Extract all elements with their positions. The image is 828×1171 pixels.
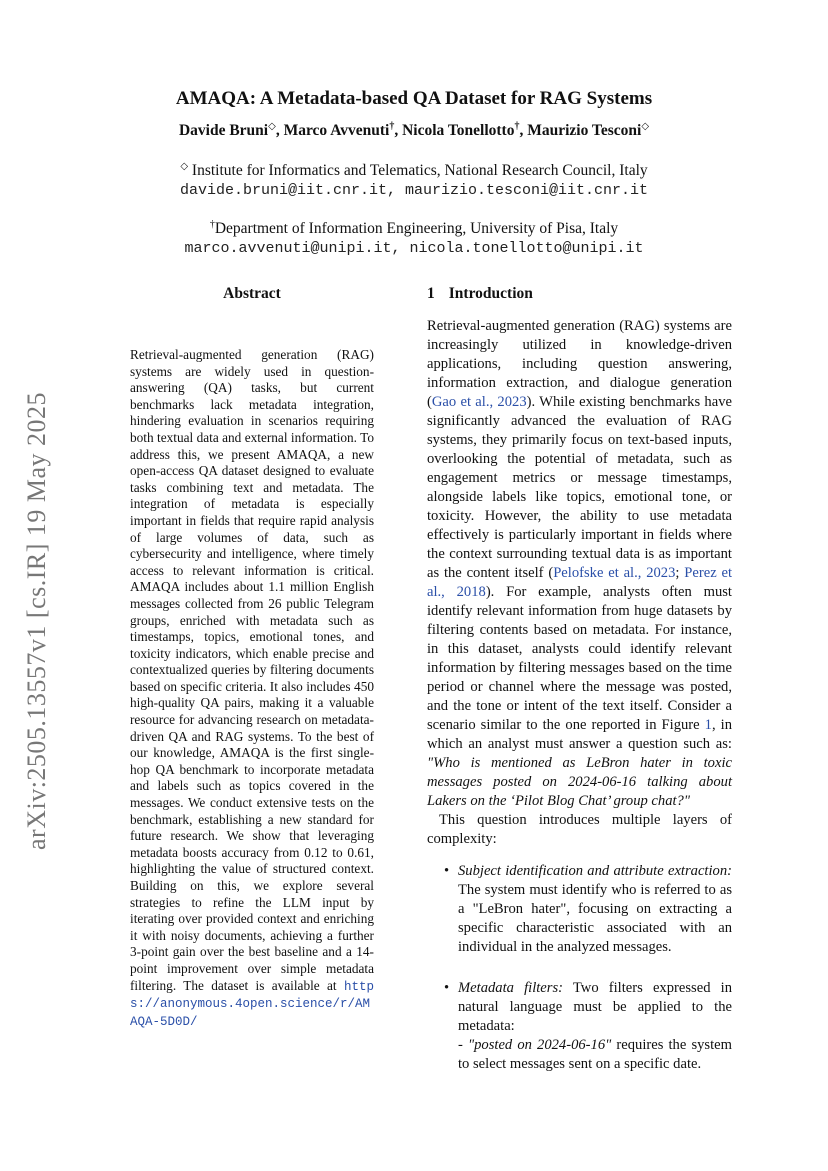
affiliation-emails: marco.avvenuti@unipi.it, nicola.tonellotto@unipi.it	[184, 240, 644, 257]
author-name: Marco Avvenuti	[283, 122, 390, 139]
complexity-list	[444, 862, 732, 1096]
example-question: "Who is mentioned as LeBron hater in toxic messages posted on 2024-06-16 talking about Lakers on the ‘Pilot Blog Chat’ group chat?"	[427, 755, 732, 809]
list-subitem: - "posted on 2024-06-16" requires the system to select messages sent on a specific date.	[458, 1037, 732, 1072]
author-name: Maurizio Tesconi	[527, 122, 642, 139]
figure-reference-link[interactable]: 1	[704, 717, 712, 733]
affiliation-text: Department of Information Engineering, University of Pisa, Italy	[214, 220, 619, 237]
affiliation-unipi	[0, 220, 828, 257]
abstract-heading: Abstract	[223, 285, 281, 302]
dataset-link[interactable]: https://anonymous.4open.science/r/AMAQA-5D0D/	[130, 979, 374, 1029]
list-subitem-emphasis: "posted on 2024-06-16"	[467, 1037, 612, 1053]
section-heading-introduction	[427, 285, 533, 303]
list-item	[444, 862, 732, 957]
section-title: Introduction	[448, 285, 533, 302]
author-mark: ◇	[641, 120, 650, 132]
intro-paragraph: This question introduces multiple layers of complexity:	[427, 812, 732, 847]
list-subitem-text: requires the system to select messages sent on a specific date.	[458, 1037, 732, 1072]
author-mark: ◇	[268, 120, 276, 132]
intro-text: Retrieval-augmented generation (RAG) systems are increasingly utilized in knowledge-driven applications, including question answering, information extraction, and dialogue generation (	[427, 318, 732, 410]
bullet-icon: •	[444, 980, 450, 996]
author-mark: †	[514, 120, 520, 132]
affiliation-text: Institute for Informatics and Telematics, National Research Council, Italy	[188, 162, 648, 179]
affiliation-mark: ◇	[180, 160, 189, 172]
list-item	[444, 979, 732, 1074]
citation-separator: ;	[675, 565, 685, 581]
intro-text: , in which an analyst must answer a question such as:	[427, 717, 732, 752]
intro-text: ). For example, analysts often must identify relevant information from huge datasets by filtering contents based on metadata. For instance, in this dataset, analysts could identify relevant information by filtering messages based on the time period or channel where the message was posted, and the tone or intent of the text itself. Consider a scenario similar to the one reported in Figure	[427, 584, 732, 733]
abstract-text: Retrieval-augmented generation (RAG) systems are widely used in question-answering (QA) tasks, but current benchmarks lack metadata integration, hindering evaluation in scenarios requiring both textual data and external information. To address this, we present AMAQA, a new open-access QA dataset designed to evaluate tasks combining text and metadata. The integration of metadata is especially important in fields that require rapid analysis of large volumes of data, such as cybersecurity and intelligence, where timely access to relevant information is critical. AMAQA includes about 1.1 million English messages collected from 26 public Telegram groups, enriched with metadata such as timestamps, topics, emotional tones, and toxicity indicators, which enable precise and contextualized queries by filtering documents based on specific criteria. It also includes 450 high-quality QA pairs, making it a valuable resource for advancing research on metadata-driven QA and RAG systems. To the best of our knowledge, AMAQA is the first single-hop QA benchmark to incorporate metadata and labels such as topics covered in the messages. We conduct extensive tests on the benchmark, establishing a new standard for future research. We show that leveraging metadata boosts accuracy from 0.12 to 0.61, highlighting the value of structured context. Building on this, we explore several strategies to refine the LLM input by iterating over provided context and enriching it with noisy documents, achieving a further 3-point gain over the best baseline and a 14-point improvement over simple metadata filtering. The dataset is available at	[130, 347, 374, 993]
list-item-text: The system must identify who is referred to as a "LeBron hater", focusing on extracting a specific characteristic associated with an individual in the analyzed messages.	[458, 882, 732, 955]
abstract-body	[130, 347, 374, 1030]
citation-link[interactable]: Pelofske et al., 2023	[553, 565, 676, 581]
citation-link[interactable]: Gao et al., 2023	[431, 394, 527, 410]
affiliation-cnr	[0, 162, 828, 199]
intro-text: ). While existing benchmarks have significantly advanced the evaluation of RAG systems, they primarily focus on text-based inputs, overlooking the potential of metadata, such as engagement metrics or message timestamps, alongside labels like topics, emotional tone, or toxicity. However, the ability to use metadata effectively is particularly important in fields where the context surrounding textual data is as important as the content itself (	[427, 394, 732, 581]
introduction-body	[427, 317, 732, 849]
citation-link[interactable]: Perez et al., 2018	[427, 565, 733, 600]
bullet-icon: •	[444, 863, 450, 879]
author-list: Davide Bruni◇, Marco Avvenuti†, Nicola Tonellotto†, Maurizio Tesconi◇	[178, 120, 650, 139]
author-name: Nicola Tonellotto	[402, 122, 515, 139]
list-item-label: Subject identification and attribute extraction:	[458, 863, 732, 879]
author-name: Davide Bruni	[178, 122, 269, 139]
list-item-label: Metadata filters:	[458, 980, 563, 996]
arxiv-side-stamp: arXiv:2505.13557v1 [cs.IR] 19 May 2025	[22, 391, 51, 850]
section-number: 1	[427, 285, 435, 302]
author-mark: †	[389, 120, 395, 132]
intro-paragraph	[427, 317, 732, 811]
affiliation-mark: †	[209, 218, 215, 230]
paper-title: AMAQA: A Metadata-based QA Dataset for RAG Systems	[175, 88, 653, 109]
affiliation-emails: davide.bruni@iit.cnr.it, maurizio.tesconi@iit.cnr.it	[179, 182, 649, 199]
list-item-text: Two filters expressed in natural language must be applied to the metadata:	[458, 980, 732, 1034]
